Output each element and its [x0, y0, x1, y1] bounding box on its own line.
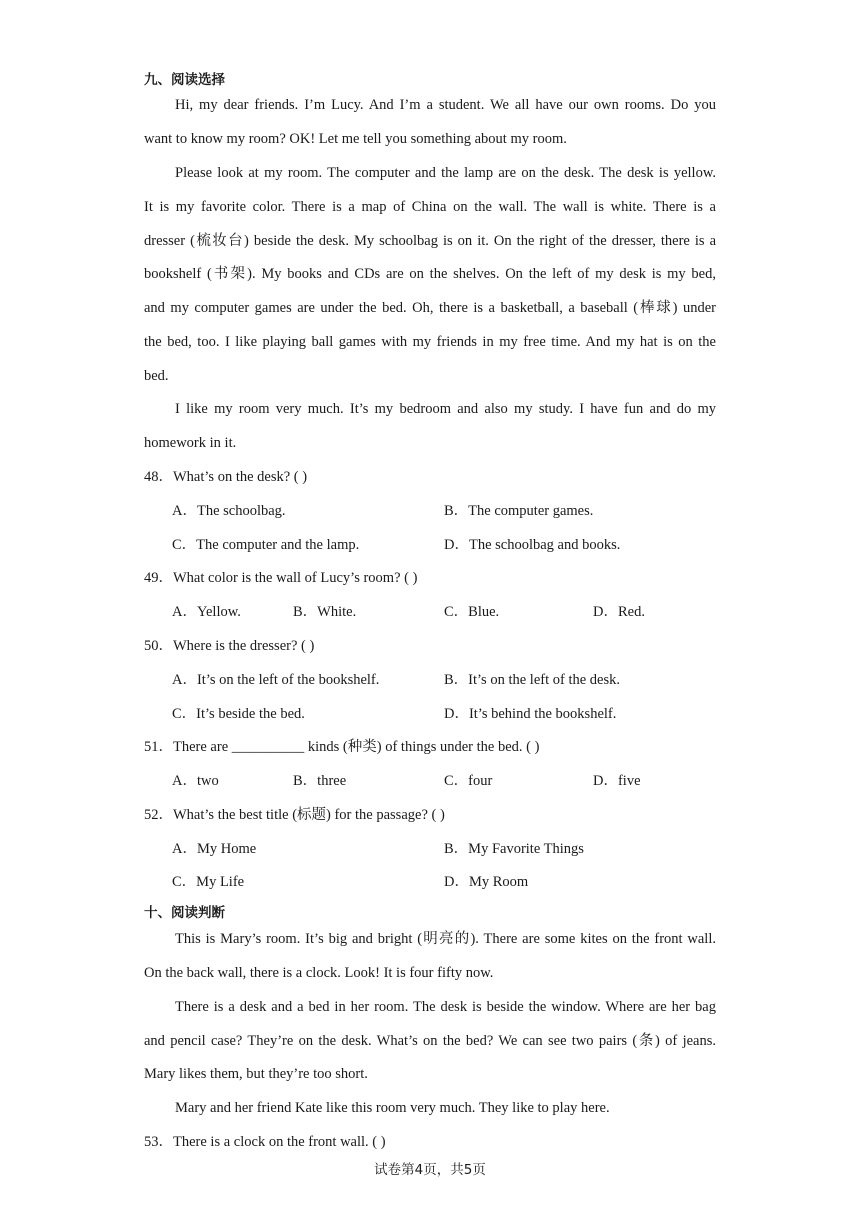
- option-49-a: A．Yellow.: [172, 604, 241, 620]
- option-49-d: D．Red.: [593, 604, 645, 620]
- option-52-d: D．My Room: [444, 874, 529, 890]
- section-10-title: 十、阅读判断: [144, 905, 225, 921]
- question-52: 52．What’s the best title (标题) for the passage? ( ): [144, 807, 445, 823]
- passage-line: There is a desk and a bed in her room. The desk is beside the window. Where are her bag: [175, 999, 716, 1015]
- passage-line: On the back wall, there is a clock. Look! It is four fifty now.: [144, 965, 494, 981]
- passage-line: This is Mary’s room. It’s big and bright (明亮的). There are some kites on the front wall.: [175, 931, 716, 947]
- option-52-b: B．My Favorite Things: [444, 841, 584, 857]
- option-48-b: B．The computer games.: [444, 503, 594, 519]
- option-49-c: C．Blue.: [444, 604, 500, 620]
- passage-line: dresser (梳妆台) beside the desk. My schoolbag is on it. On the right of the dresser, there is a: [144, 233, 716, 249]
- option-52-a: A．My Home: [172, 841, 257, 857]
- passage-line: Mary and her friend Kate like this room very much. They like to play here.: [175, 1100, 610, 1116]
- option-50-a: A．It’s on the left of the bookshelf.: [172, 672, 380, 688]
- option-51-c: C．four: [444, 773, 493, 789]
- passage-line: bed.: [144, 368, 169, 384]
- passage-line: and pencil case? They’re on the desk. What’s on the bed? We can see two pairs (条) of jeans.: [144, 1033, 716, 1049]
- passage-line: It is my favorite color. There is a map of China on the wall. The wall is white. There is a: [144, 199, 716, 215]
- passage-line: want to know my room? OK! Let me tell you something about my room.: [144, 131, 567, 147]
- option-48-d: D．The schoolbag and books.: [444, 537, 621, 553]
- option-51-d: D．five: [593, 773, 641, 789]
- passage-line: homework in it.: [144, 435, 237, 451]
- passage-line: Hi, my dear friends. I’m Lucy. And I’m a student. We all have our own rooms. Do you: [175, 97, 716, 113]
- passage-line: and my computer games are under the bed. Oh, there is a basketball, a baseball (棒球) under: [144, 300, 716, 316]
- option-48-c: C．The computer and the lamp.: [172, 537, 360, 553]
- option-50-c: C．It’s beside the bed.: [172, 706, 305, 722]
- question-53: 53．There is a clock on the front wall. ( ): [144, 1134, 386, 1150]
- option-51-b: B．three: [293, 773, 347, 789]
- option-49-b: B．White.: [293, 604, 357, 620]
- question-50: 50．Where is the dresser? ( ): [144, 638, 315, 654]
- question-48: 48．What’s on the desk? ( ): [144, 469, 308, 485]
- question-49: 49．What color is the wall of Lucy’s room? ( ): [144, 570, 418, 586]
- page-footer: 试卷第4页，共5页: [374, 1162, 486, 1178]
- section-9-title: 九、阅读选择: [144, 72, 225, 88]
- option-50-b: B．It’s on the left of the desk.: [444, 672, 620, 688]
- option-48-a: A．The schoolbag.: [172, 503, 286, 519]
- passage-line: Mary likes them, but they’re too short.: [144, 1066, 368, 1082]
- question-51: 51．There are __________ kinds (种类) of things under the bed. ( ): [144, 739, 540, 755]
- passage-line: Please look at my room. The computer and the lamp are on the desk. The desk is yellow.: [175, 165, 716, 181]
- passage-line: bookshelf (书架). My books and CDs are on the shelves. On the left of my desk is my bed,: [144, 266, 716, 282]
- passage-line: I like my room very much. It’s my bedroom and also my study. I have fun and do my: [175, 401, 716, 417]
- passage-line: the bed, too. I like playing ball games with my friends in my free time. And my hat is on the: [144, 334, 716, 350]
- option-51-a: A．two: [172, 773, 219, 789]
- option-50-d: D．It’s behind the bookshelf.: [444, 706, 617, 722]
- option-52-c: C．My Life: [172, 874, 245, 890]
